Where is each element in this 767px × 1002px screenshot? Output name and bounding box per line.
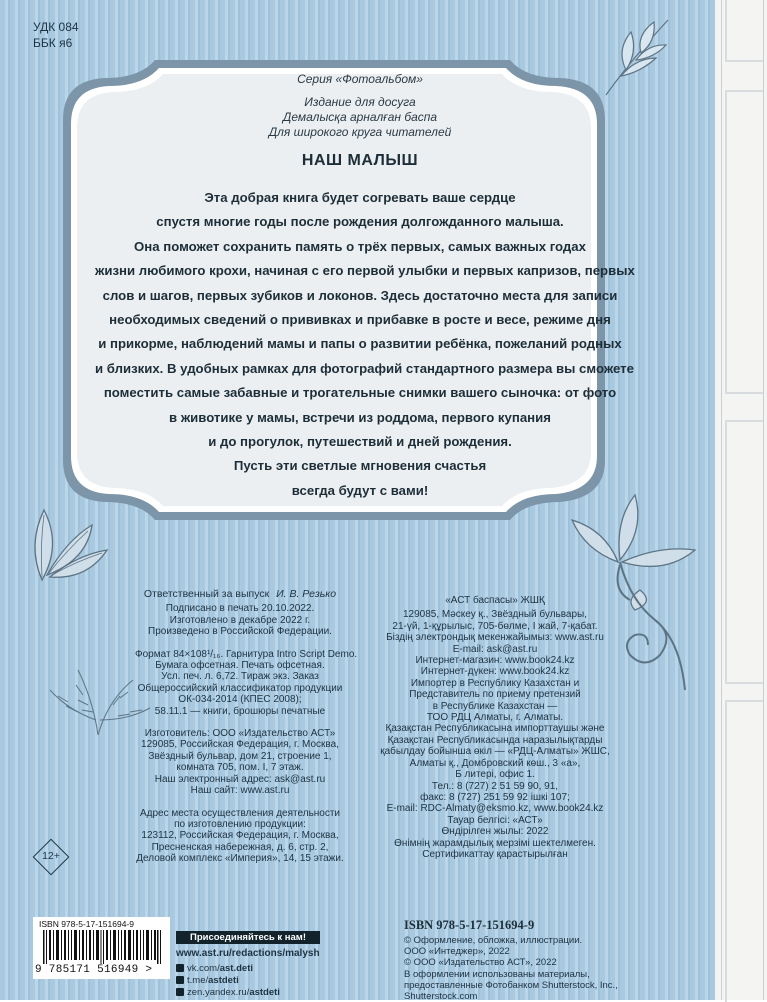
description-line: необходимых сведений о прививках и прибавке в росте и весе, режиме дня <box>109 312 611 328</box>
imprint-line: Наш сайт: www.ast.ru <box>190 785 290 797</box>
age-rating-label: 12+ <box>42 850 60 862</box>
imprint-line: 129085, Российская Федерация, г. Москва, <box>141 739 339 751</box>
social-prefix: t.me/ <box>187 975 209 986</box>
description-line: слов и шагов, первых зубиков и локонов. Здесь достаточно места для записи <box>102 287 618 303</box>
social-prefix: zen.yandex.ru/ <box>187 987 250 998</box>
leisure-edition-ru: Издание для досуга <box>304 95 416 109</box>
imprint-line: Произведено в Российской Федерации. <box>148 626 332 638</box>
copyright-line: предоставленные Фотобанком Shutterstock, Inc., <box>404 979 618 991</box>
udk-code: УДК 084 <box>33 20 79 34</box>
imprint-line: 58.11.1 — книги, брошюры печатные <box>154 705 326 717</box>
imprint-right <box>365 595 625 860</box>
description-line: и прикорме, наблюдений мамы и папы о развитии ребёнка, пожеланий родных <box>98 336 622 352</box>
description-line: и близких. В удобных рамках для фотографий стандартного размера вы сможете <box>95 360 634 376</box>
imprint-line: E-mail: RDC-Almaty@eksmo.kz, www.book24.kz <box>386 803 604 815</box>
isbn-number: ISBN 978-5-17-151694-9 <box>404 918 535 932</box>
social-prefix: vk.com/ <box>187 963 220 974</box>
description-line: спустя многие годы после рождения долгожданного малыша. <box>156 214 564 230</box>
barcode-digits: 9 785171 516949 > <box>35 964 153 976</box>
imprint-line: 129085, Мәскеу қ., Звёздный бульвары, <box>402 609 588 621</box>
imprint-line: Формат 84×108¹/₁₆. Гарнитура Intro Script Demo. <box>135 648 358 660</box>
social-link-zen[interactable] <box>176 987 280 998</box>
imprint-line: 21-үй, 1-құрылыс, 705-бөлме, I жай, 7-қабат. <box>392 620 598 632</box>
description-line: Пусть эти светлые мгновения счастья <box>233 458 487 474</box>
imprint-line: Бумага офсетная. Печать офсетная. <box>155 660 325 672</box>
copyright-line: ООО «Интеджер», 2022 <box>404 946 510 958</box>
imprint-line: 123112, Российская Федерация, г. Москва, <box>141 830 339 842</box>
imprint-line: Звёздный бульвар, дом 21, строение 1, <box>148 750 332 762</box>
series-header <box>90 72 630 170</box>
responsible-line <box>135 589 345 600</box>
imprint-line: «АСТ баспасы» ЖШҚ <box>445 595 545 606</box>
imprint-line: Тауар белгісі: «АСТ» <box>447 814 543 826</box>
barcode-isbn-label: ISBN 978-5-17-151694-9 <box>39 919 134 929</box>
imprint-line: E-mail: ask@ast.ru <box>452 643 538 655</box>
imprint-line: Адрес места осуществления деятельности <box>139 807 341 819</box>
telegram-icon <box>176 976 184 984</box>
imprint-line: Тел.: 8 (727) 2 51 59 90, 91, <box>431 780 559 792</box>
social-handle: ast.deti <box>219 963 253 974</box>
description-line: всегда будут с вами! <box>291 482 429 498</box>
join-us-banner: Присоединяйтесь к нам! <box>176 931 320 944</box>
imprint-line: Импортер в Республику Казахстан и <box>410 677 580 689</box>
imprint-line: Подписано в печать 20.10.2022. <box>165 603 315 615</box>
imprint-line: Қазақстан Республикасына импорттаушы және <box>385 723 605 735</box>
imprint-line: Изготовлено в декабре 2022 г. <box>169 614 311 626</box>
responsible-label: Ответственный за выпуск <box>143 588 270 600</box>
leisure-edition-kz: Демалысқа арналған баспа <box>282 110 438 124</box>
imprint-line: Өнімнің жарамдылық мерзімі шектелмеген. <box>394 837 596 849</box>
imprint-line: ТОО РДЦ Алматы, г. Алматы. <box>426 712 564 724</box>
social-handle: astdeti <box>208 975 239 986</box>
description-line: жизни любимого крохи, начиная с его первой улыбки и первых капризов, первых <box>95 263 635 279</box>
imprint-left <box>135 588 358 865</box>
imprint-line: Б литері, офис 1. <box>455 769 535 781</box>
imprint-line: Изготовитель: ООО «Издательство АСТ» <box>144 728 336 740</box>
imprint-line: Сертификаттау қарастырылған <box>422 848 568 860</box>
imprint-line: Представитель по приему претензий <box>409 689 581 701</box>
copyright-line: Shutterstock.com <box>404 991 478 1002</box>
book-title: НАШ МАЛЫШ <box>301 152 419 169</box>
imprint-line: Алматы қ., Домбровский көш., 3 «а», <box>409 757 581 769</box>
copyright-line: © ООО «Издательство АСТ», 2022 <box>404 957 557 969</box>
social-link-telegram[interactable] <box>176 975 239 986</box>
imprint-line: Пресненская набережная, д. 6, стр. 2, <box>151 841 329 853</box>
imprint-line: Общероссийский классификатор продукции <box>137 682 343 694</box>
imprint-line: ОК-034-2014 (КПЕС 2008); <box>178 694 302 706</box>
copyright-block <box>404 935 618 1002</box>
imprint-line: Деловой комплекс «Империя», 14, 15 этажи. <box>136 853 344 865</box>
description-line: Она поможет сохранить память о трёх первых, самых важных годах <box>134 238 586 254</box>
imprint-line: Қазақстан Республикасында наразылықтарды <box>387 734 603 746</box>
imprint-line: Усл. печ. л. 6,72. Тираж экз. Заказ <box>161 671 319 683</box>
series-name: Серия «Фотоальбом» <box>297 72 423 86</box>
imprint-line: Интернет-дүкен: www.book24.kz <box>420 666 570 678</box>
imprint-line: в Республике Казахстан — <box>432 700 558 712</box>
social-link-vk[interactable] <box>176 963 253 974</box>
description-line: Эта добрая книга будет согревать ваше сердце <box>204 190 516 205</box>
zen-icon <box>176 988 184 996</box>
imprint-line: комната 705, пом. I, 7 этаж. <box>176 762 304 774</box>
imprint-line: Наш электронный адрес: ask@ast.ru <box>154 773 326 785</box>
imprint-line: қабылдау бойынша өкіл — «РДЦ-Алматы» ЖШС, <box>380 746 610 758</box>
imprint-line: факс: 8 (727) 251 59 92 ішкі 107; <box>420 791 570 803</box>
description-line: в животике у мамы, встречи из роддома, первого купания <box>169 409 551 425</box>
book-description <box>95 186 635 503</box>
right-decorative-strip <box>715 0 767 1000</box>
imprint-line: Біздің электрондық мекенжайымыз: www.ast.ru <box>386 632 604 644</box>
barcode-bars-icon <box>43 930 161 964</box>
copyright-line: В оформлении использованы материалы, <box>404 968 590 980</box>
imprint-line: по изготовлению продукции: <box>174 818 306 830</box>
responsible-name: И. В. Резько <box>276 588 337 600</box>
social-handle: astdeti <box>249 987 280 998</box>
imprint-line: Өндірілген жылы: 2022 <box>441 826 549 838</box>
vk-icon <box>176 964 184 972</box>
description-line: поместить самые забавные и трогательные снимки вашего сыночка: от фото <box>103 385 617 401</box>
ast-website-link[interactable]: www.ast.ru/redactions/malysh <box>176 948 320 959</box>
imprint-line: Интернет-магазин: www.book24.kz <box>415 655 575 667</box>
audience-note: Для широкого круга читателей <box>268 125 452 139</box>
description-line: и до прогулок, путешествий и дней рождения. <box>208 434 512 450</box>
barcode <box>33 917 170 979</box>
copyright-line: © Оформление, обложка, иллюстрации. <box>404 935 583 946</box>
bbk-code: ББК я6 <box>33 36 73 50</box>
